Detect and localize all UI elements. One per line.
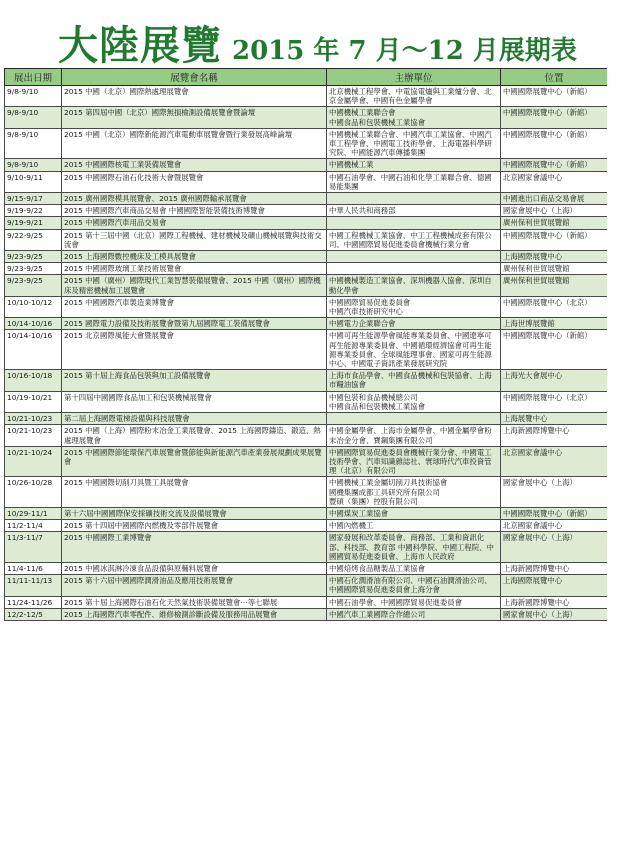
table-row bbox=[5, 608, 608, 620]
cell-organizer: 國家發展和改革委員會、商務部、工業和資訊化部、科技部、教育部 中國科學院、中國工程院、中國國貿易促進委員會、上海市人民政府 bbox=[327, 532, 501, 563]
table-row bbox=[5, 562, 608, 574]
cell-exhibition-name: 2015 北京國際風能大會暨展覽會 bbox=[62, 330, 327, 370]
table-row bbox=[5, 171, 608, 192]
cell-organizer: 上海市食品學會、中國食品機械和包裝協會、上海市糧油協會 bbox=[327, 370, 501, 391]
cell-exhibition-name: 第十六屆中國國際保安採礦技術交流及設備展覽會 bbox=[62, 507, 327, 519]
cell-organizer: 中國國際貿易促進委員會機械行業分會、中國電工技術學會、汽車知識雜誌社、寰球時代汽車投資管理（北京）有限公司 bbox=[327, 446, 501, 477]
cell-date: 10/21-10/23 bbox=[5, 425, 62, 446]
cell-date: 9/19-9/22 bbox=[5, 205, 62, 217]
cell-date: 11/24-11/26 bbox=[5, 596, 62, 608]
cell-exhibition-name: 2015 中國冰淇淋冷凍食品設備與原輔料展覽會 bbox=[62, 562, 327, 574]
cell-exhibition-name: 2015 中國國際汽車商品交易會 中國國際智能裝備技術博覽會 bbox=[62, 205, 327, 217]
cell-date: 10/14-10/16 bbox=[5, 330, 62, 370]
table-row bbox=[5, 532, 608, 563]
cell-location: 中國國際展覽中心（新館） bbox=[501, 128, 608, 159]
cell-date: 9/8-9/10 bbox=[5, 128, 62, 159]
cell-location: 上海新國際博覽中心 bbox=[501, 596, 608, 608]
cell-location: 中國國際展覽中心（北京） bbox=[501, 296, 608, 317]
cell-date: 10/21-10/24 bbox=[5, 446, 62, 477]
table-row bbox=[5, 596, 608, 608]
cell-exhibition-name: 2015 中國國際核電工業裝備展覽會 bbox=[62, 159, 327, 171]
cell-location: 上海新國際博覽中心 bbox=[501, 425, 608, 446]
cell-organizer: 中國石化潤滑油有限公司、中國石油潤滑油公司、中國國際貿易促進委員會上海分會 bbox=[327, 575, 501, 596]
exhibition-table-container bbox=[4, 68, 607, 849]
cell-organizer: 中國石油學會、中國國際貿易促進委員會 bbox=[327, 596, 501, 608]
cell-location: 中國國際展覽中心（新館） bbox=[501, 229, 608, 250]
cell-location: 上海世博展覽館 bbox=[501, 318, 608, 330]
cell-location: 中國進出口商品交易會展 bbox=[501, 193, 608, 205]
cell-organizer bbox=[327, 193, 501, 205]
cell-exhibition-name: 2015 中國國際切削刀具暨工具展覽會 bbox=[62, 477, 327, 508]
cell-organizer bbox=[327, 413, 501, 425]
cell-organizer: 中國焙烤食品糖製品工業協會 bbox=[327, 562, 501, 574]
cell-exhibition-name: 2015 第十四屆中國國際內燃機及零部件展覽會 bbox=[62, 520, 327, 532]
cell-organizer: 中國機械製造工業協會、深圳機器人協會、深圳自動化學會 bbox=[327, 275, 501, 296]
cell-exhibition-name: 2015 中國國際石油石化技術大會暨展覽會 bbox=[62, 171, 327, 192]
cell-exhibition-name: 2015 廣州國際模具展覽會、2015 廣州國際輸承展覽會 bbox=[62, 193, 327, 205]
table-row bbox=[5, 263, 608, 275]
table-row bbox=[5, 217, 608, 229]
table-row bbox=[5, 159, 608, 171]
page-title bbox=[58, 14, 577, 71]
cell-date: 9/23-9/25 bbox=[5, 275, 62, 296]
cell-location: 北京國家會議中心 bbox=[501, 446, 608, 477]
cell-organizer: 中國工程機械工業協會、中工工程機械成套有限公司、中國國際貿易促進委員會機械行業分會 bbox=[327, 229, 501, 250]
cell-exhibition-name: 2015 第十三屆中國（北京）國際工程機械、建材機械及礦山機械展覽與技術交流會 bbox=[62, 229, 327, 250]
cell-organizer bbox=[327, 217, 501, 229]
cell-exhibition-name: 2015 中國國際汽車用品交易會 bbox=[62, 217, 327, 229]
cell-location: 上海展覽中心 bbox=[501, 413, 608, 425]
table-row bbox=[5, 370, 608, 391]
cell-exhibition-name: 2015 中國國際玻璃工業技術展覽會 bbox=[62, 263, 327, 275]
title-sub: 2015 年 7 月～12 月展期表 bbox=[232, 36, 577, 66]
cell-exhibition-name: 2015 第四屆中國（北京）國際無損檢測設備展覽會暨論壇 bbox=[62, 107, 327, 128]
cell-date: 9/19-9/21 bbox=[5, 217, 62, 229]
cell-organizer: 北京機械工程學會、中電協電爐與工業爐分會、北京金屬學會、中國有色金屬學會 bbox=[327, 86, 501, 107]
table-row bbox=[5, 251, 608, 263]
table-body bbox=[5, 86, 608, 621]
cell-organizer: 中國機械工業 bbox=[327, 159, 501, 171]
cell-date: 9/8-9/10 bbox=[5, 107, 62, 128]
cell-organizer bbox=[327, 251, 501, 263]
cell-exhibition-name: 第二屆上海國際電梯設備與科技展覽會 bbox=[62, 413, 327, 425]
cell-location: 北京國家會議中心 bbox=[501, 520, 608, 532]
cell-organizer: 中國機械工業聯合會 中國食品和包裝機械工業協會 bbox=[327, 107, 501, 128]
cell-organizer: 中國電力企業聯合會 bbox=[327, 318, 501, 330]
table-row bbox=[5, 507, 608, 519]
cell-date: 9/23-9/25 bbox=[5, 251, 62, 263]
cell-date: 10/21-10/23 bbox=[5, 413, 62, 425]
cell-organizer bbox=[327, 263, 501, 275]
table-row bbox=[5, 193, 608, 205]
cell-location: 上海國際展覽中心 bbox=[501, 251, 608, 263]
table-row bbox=[5, 477, 608, 508]
cell-organizer: 中國機械工業聯合會、中國汽車工業協會、中國汽車工程學會、中國電工技術學會、上海電器科學研究院、中國能源汽車傳播集團 bbox=[327, 128, 501, 159]
cell-date: 12/2-12/5 bbox=[5, 608, 62, 620]
cell-organizer: 中國汽車工業國際合作總公司 bbox=[327, 608, 501, 620]
cell-organizer: 中國煤炭工業協會 bbox=[327, 507, 501, 519]
table-row bbox=[5, 520, 608, 532]
cell-exhibition-name: 2015 中國國際節能環保汽車展覽會暨節能與新能源汽車產業發展規劃成果展覽會 bbox=[62, 446, 327, 477]
cell-date: 11/11-11/13 bbox=[5, 575, 62, 596]
cell-organizer: 中國金屬學會、上海市金屬學會、中國金屬學會粉末冶金分會、寶鋼集團有限公司 bbox=[327, 425, 501, 446]
cell-date: 10/26-10/28 bbox=[5, 477, 62, 508]
cell-exhibition-name: 2015 上海國際汽車零配件、維修檢測診斷設備及服務用品展覽會 bbox=[62, 608, 327, 620]
header-location: 位置 bbox=[501, 69, 608, 86]
cell-exhibition-name: 2015 中國（北京）國際新能源汽車電動車展覽會暨行業發展高峰論壇 bbox=[62, 128, 327, 159]
cell-exhibition-name: 2015 中國（上海）國際粉末冶金工業展覽會、2015 上海國際鑄造、鍛造、熱處理展覽會 bbox=[62, 425, 327, 446]
cell-organizer: 中國石油學會、中國石油和化學工業聯合會、德國易能集團 bbox=[327, 171, 501, 192]
table-row bbox=[5, 318, 608, 330]
cell-organizer: 中華人民共和商務部 bbox=[327, 205, 501, 217]
cell-date: 10/29-11/1 bbox=[5, 507, 62, 519]
cell-exhibition-name: 2015 第十六屆中國國際潤滑油品及應用技術展覽會 bbox=[62, 575, 327, 596]
cell-location: 中國國際展覽中心（新館） bbox=[501, 86, 608, 107]
cell-exhibition-name: 2015 上海國際數控機床及工模具展覽會 bbox=[62, 251, 327, 263]
table-row bbox=[5, 107, 608, 128]
cell-organizer: 中國國際貿易促進委員會 中國汽車技術研究中心 bbox=[327, 296, 501, 317]
cell-location: 中國國際展覽中心（新館） bbox=[501, 107, 608, 128]
cell-organizer: 中國包裝和食品機械總公司 中國食品和包裝機械工業協會 bbox=[327, 391, 501, 412]
cell-location: 廣州保利世貿展覽館 bbox=[501, 217, 608, 229]
cell-exhibition-name: 2015 中國國際汽車製造業博覽會 bbox=[62, 296, 327, 317]
cell-date: 9/22-9/25 bbox=[5, 229, 62, 250]
cell-location: 廣州保利世貿展覽館 bbox=[501, 275, 608, 296]
cell-exhibition-name: 第十四屆中國國際食品加工和包裝機械展覽會 bbox=[62, 391, 327, 412]
table-row bbox=[5, 391, 608, 412]
table-row bbox=[5, 86, 608, 107]
cell-exhibition-name: 2015 第十屆上海食品包裝與加工設備展覽會 bbox=[62, 370, 327, 391]
cell-exhibition-name: 2015 中國（廣州）國際現代工業智慧裝備展覽會、2015 中國（廣州）國際機床及精密機械加工展覽會 bbox=[62, 275, 327, 296]
cell-date: 10/14-10/16 bbox=[5, 318, 62, 330]
table-row bbox=[5, 128, 608, 159]
cell-exhibition-name: 2015 中國（北京）國際熱處理展覽會 bbox=[62, 86, 327, 107]
cell-location: 國家會展中心（上海） bbox=[501, 532, 608, 563]
cell-date: 10/19-10/21 bbox=[5, 391, 62, 412]
cell-location: 廣州保利世貿展覽館 bbox=[501, 263, 608, 275]
cell-location: 中國國際展覽中心（新館） bbox=[501, 159, 608, 171]
cell-date: 10/16-10/18 bbox=[5, 370, 62, 391]
cell-location: 國家會展中心（上海） bbox=[501, 477, 608, 508]
cell-date: 9/8-9/10 bbox=[5, 86, 62, 107]
cell-exhibition-name: 2015 中國國際工業博覽會 bbox=[62, 532, 327, 563]
exhibition-table bbox=[4, 68, 607, 621]
cell-date: 10/10-10/12 bbox=[5, 296, 62, 317]
cell-location: 國家會展中心（上海） bbox=[501, 205, 608, 217]
table-header-row bbox=[5, 69, 608, 86]
cell-location: 上海新國際博覽中心 bbox=[501, 562, 608, 574]
table-row bbox=[5, 446, 608, 477]
table-row bbox=[5, 275, 608, 296]
cell-organizer: 中國機械工業金屬切削刀具技術協會 國機集團成都工具研究所有限公司 豐碩（集團）控股有限公司 bbox=[327, 477, 501, 508]
title-main: 大陸展覽 bbox=[58, 22, 222, 69]
table-row bbox=[5, 330, 608, 370]
cell-location: 上海光大會展中心 bbox=[501, 370, 608, 391]
cell-organizer: 中國可再生能源學會風能專業委員會、中國遼寧可再生能源專業委員會、中國循環經濟協會可再生能源專業委員會、全球風能理事會、國家可再生能源中心、中國電子資訊產業發展研究院 bbox=[327, 330, 501, 370]
cell-exhibition-name: 2015 國際電力設備及技術展覽會暨第九屆國際電工裝備展覽會 bbox=[62, 318, 327, 330]
cell-date: 11/4-11/6 bbox=[5, 562, 62, 574]
table-row bbox=[5, 413, 608, 425]
cell-date: 11/2-11/4 bbox=[5, 520, 62, 532]
cell-location: 中國國際展覽中心（新館） bbox=[501, 330, 608, 370]
title-area bbox=[0, 0, 631, 69]
cell-location: 北京國家會議中心 bbox=[501, 171, 608, 192]
cell-location: 國家會展中心（上海） bbox=[501, 608, 608, 620]
header-name: 展覽會名稱 bbox=[62, 69, 327, 86]
cell-date: 11/3-11/7 bbox=[5, 532, 62, 563]
header-date: 展出日期 bbox=[5, 69, 62, 86]
table-row bbox=[5, 229, 608, 250]
cell-organizer: 中國內燃機工 bbox=[327, 520, 501, 532]
table-row bbox=[5, 296, 608, 317]
cell-date: 9/15-9/17 bbox=[5, 193, 62, 205]
cell-exhibition-name: 2015 第十屆上海國際石油石化天然氣技術裝備展覽會⋯等七聯展 bbox=[62, 596, 327, 608]
table-row bbox=[5, 575, 608, 596]
cell-date: 9/10-9/11 bbox=[5, 171, 62, 192]
table-row bbox=[5, 425, 608, 446]
cell-date: 9/8-9/10 bbox=[5, 159, 62, 171]
cell-date: 9/23-9/25 bbox=[5, 263, 62, 275]
cell-location: 上海國際展覽中心 bbox=[501, 575, 608, 596]
header-organizer: 主辦單位 bbox=[327, 69, 501, 86]
cell-location: 中國國際展覽中心（新館） bbox=[501, 507, 608, 519]
table-row bbox=[5, 205, 608, 217]
cell-location: 中國國際展覽中心（北京） bbox=[501, 391, 608, 412]
